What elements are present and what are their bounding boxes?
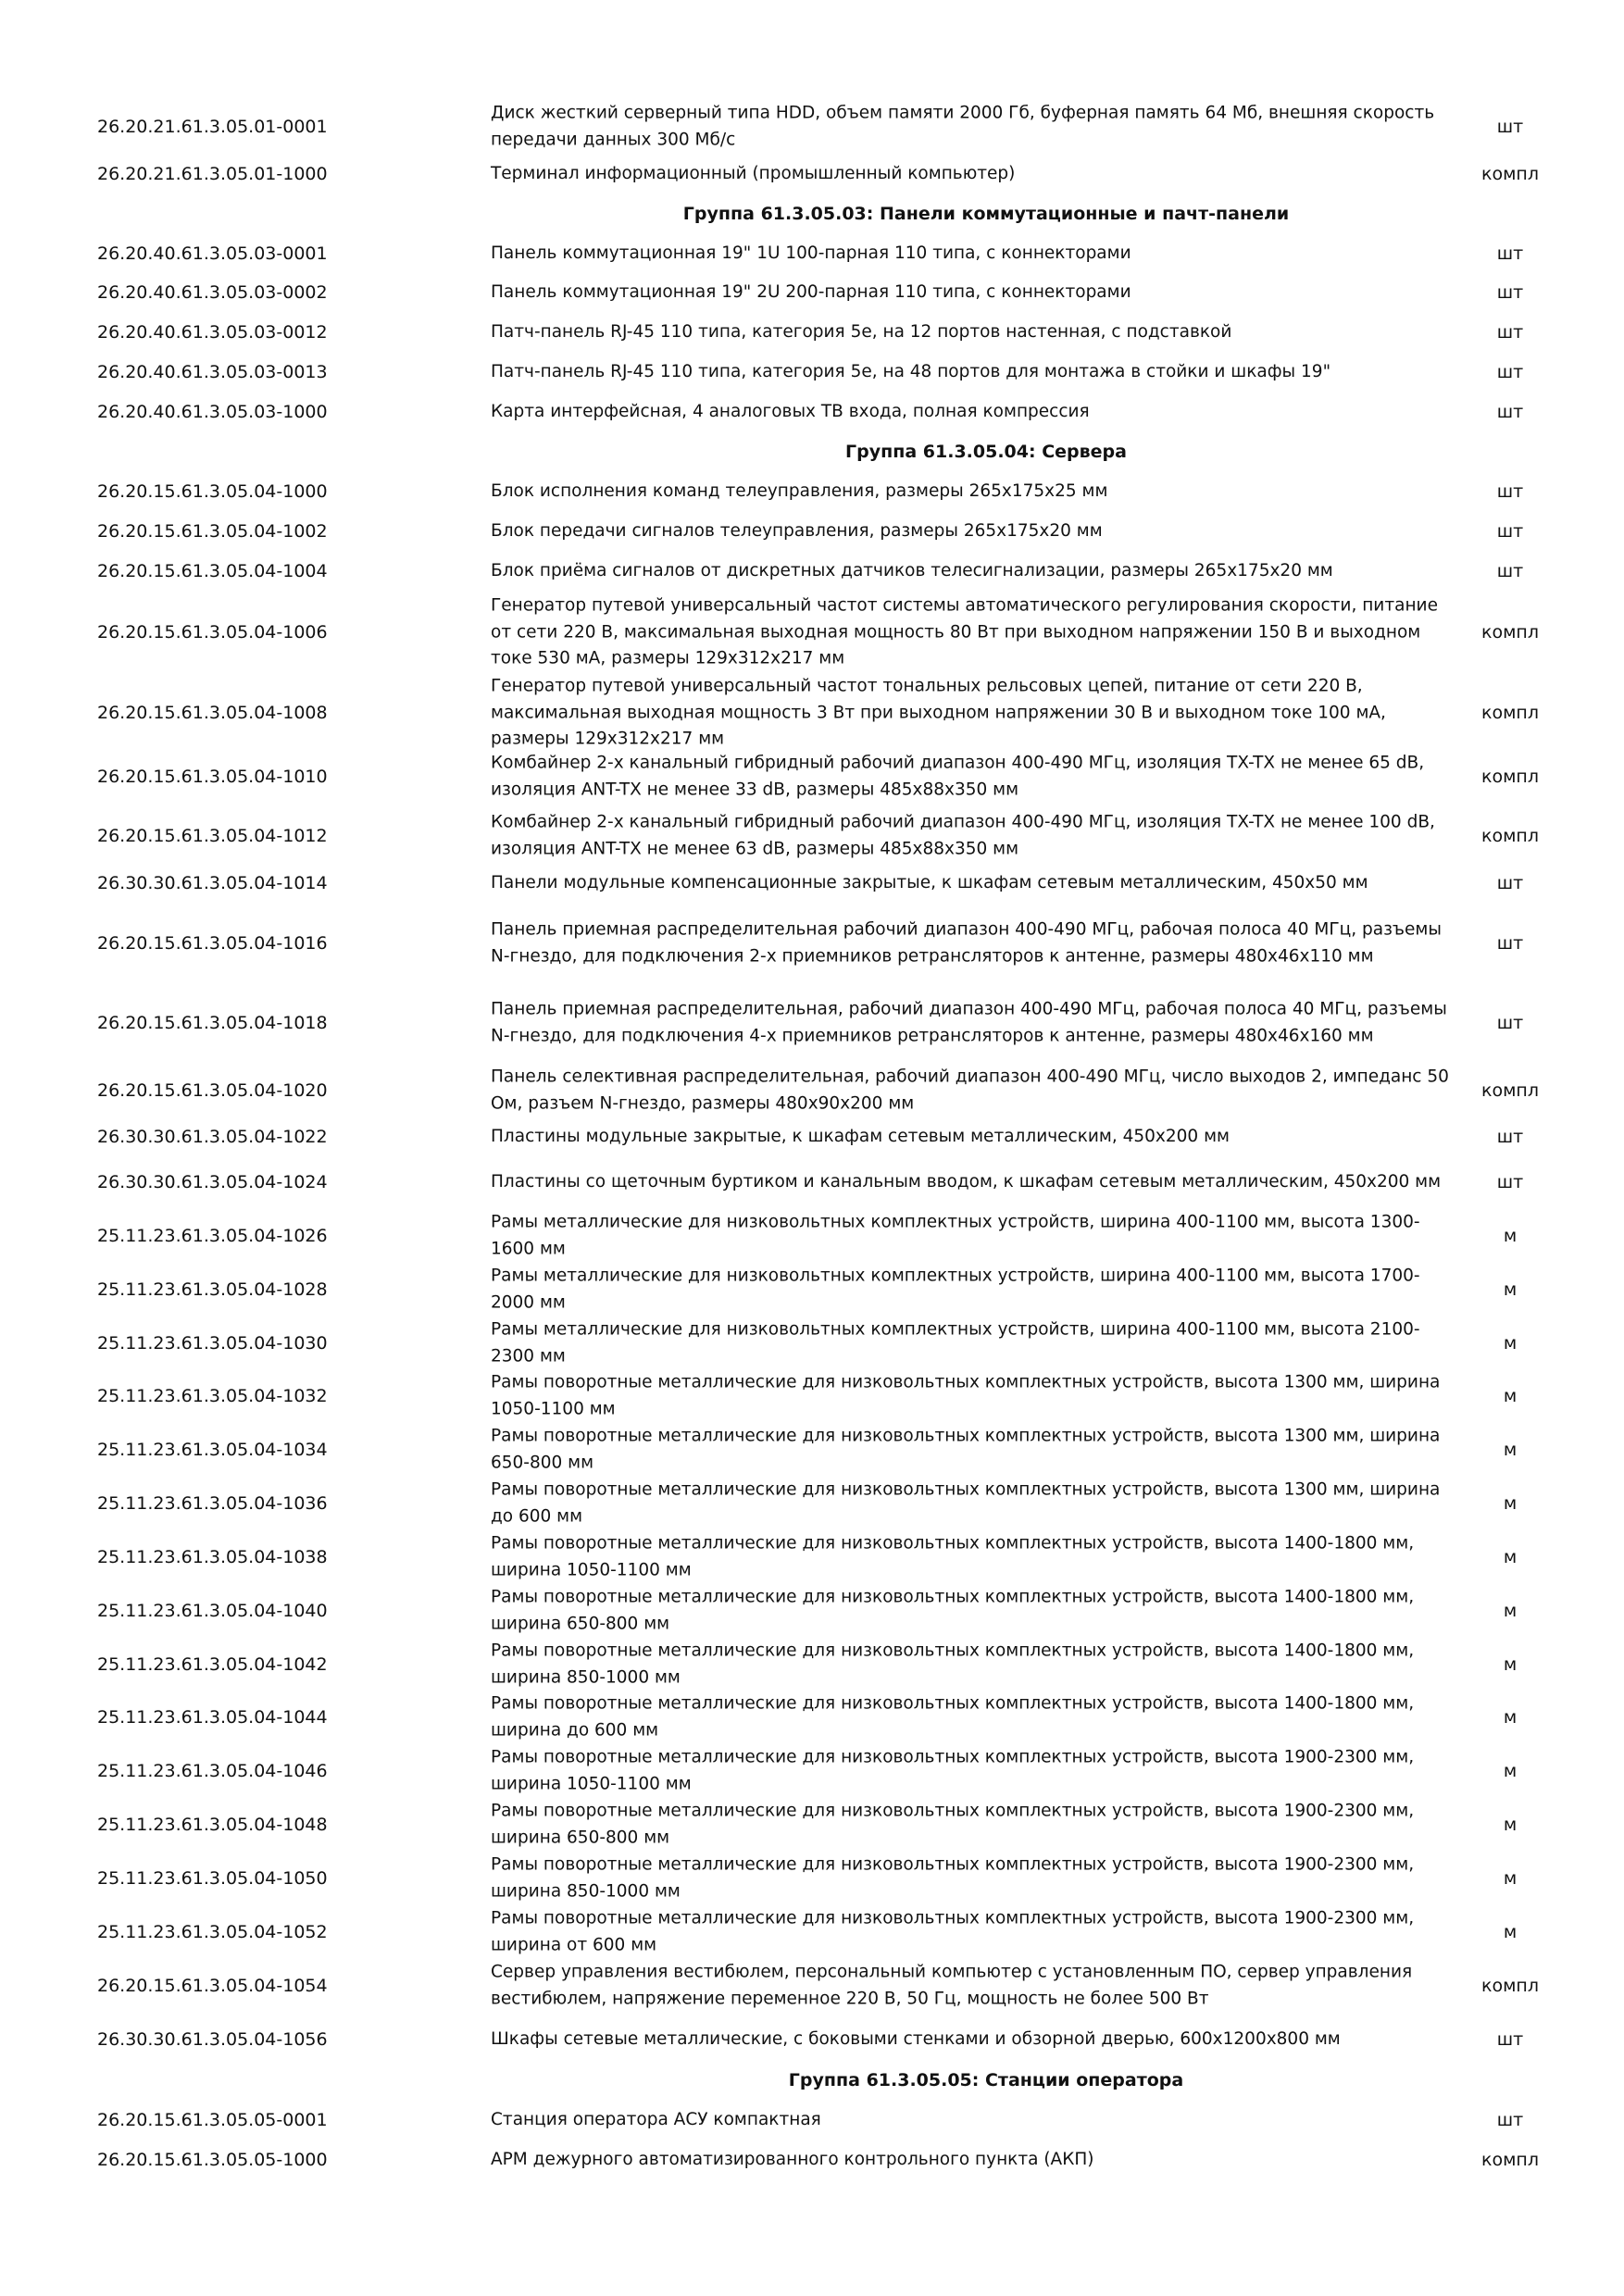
item-code: 26.20.21.61.3.05.01-1000 (97, 164, 328, 184)
item-unit: компл (1480, 1080, 1539, 1101)
item-name: Патч-панель RJ-45 110 типа, категория 5е, на 48 портов для монтажа в стойки и шкафы 19" (491, 361, 1331, 381)
item-code: 26.20.21.61.3.05.01-0001 (97, 117, 328, 137)
item-unit: шт (1496, 243, 1524, 264)
item-unit: м (1503, 1493, 1518, 1514)
item-unit: шт (1496, 481, 1524, 502)
item-name: Рамы поворотные металлические для низковольтных комплектных устройств, высота 1900-2300 мм, ширина 1050-1100 мм (491, 1747, 1415, 1793)
item-unit: шт (1496, 117, 1524, 137)
item-name: Панель приемная распределительная рабочий диапазон 400-490 МГц, рабочая полоса 40 МГц, разъемы N-гнездо, для подключения 2-х приемников ретрансляторов к антенне, размеры 480x46x110 мм (491, 919, 1442, 966)
item-name: Рамы поворотные металлические для низковольтных комплектных устройств, высота 1300 мм, ширина 650-800 мм (491, 1426, 1441, 1472)
item-name: Карта интерфейсная, 4 аналоговых ТВ входа, полная компрессия (491, 401, 1090, 421)
item-unit: м (1503, 1654, 1518, 1675)
item-name: Панель коммутационная 19" 2U 200-парная 110 типа, с коннекторами (491, 281, 1131, 302)
item-name: Рамы поворотные металлические для низковольтных комплектных устройств, высота 1400-1800 мм, ширина 1050-1100 мм (491, 1533, 1415, 1579)
item-code: 26.20.15.61.3.05.05-0001 (97, 2110, 328, 2130)
item-code: 25.11.23.61.3.05.04-1048 (97, 1815, 328, 1835)
item-name: Рамы поворотные металлические для низковольтных комплектных устройств, высота 1400-1800 мм, ширина 650-800 мм (491, 1587, 1415, 1633)
item-name: Панель селективная распределительная, рабочий диапазон 400-490 МГц, число выходов 2, импеданс 50 Ом, разъем N-гнездо, размеры 480x90x200 мм (491, 1067, 1449, 1113)
item-name: Шкафы сетевые металлические, с боковыми стенками и обзорной дверью, 600x1200x800 мм (491, 2028, 1341, 2049)
item-unit: шт (1496, 322, 1524, 343)
item-unit: шт (1496, 1172, 1524, 1192)
item-code: 26.20.15.61.3.05.04-1016 (97, 933, 328, 954)
item-code: 25.11.23.61.3.05.04-1034 (97, 1440, 328, 1460)
item-unit: шт (1496, 282, 1524, 303)
item-unit: компл (1480, 826, 1539, 846)
item-code: 26.20.15.61.3.05.04-1020 (97, 1080, 328, 1101)
item-name: Генератор путевой универсальный частот тональных рельсовых цепей, питание от сети 220 В, максимальная выходная мощность 3 Вт при выходном напряжении 30 В и выходном токе 100 мА, размеры 129x312x217 мм (491, 676, 1386, 749)
item-name: Патч-панель RJ-45 110 типа, категория 5е, на 12 портов настенная, с подставкой (491, 321, 1232, 342)
item-name: Блок исполнения команд телеуправления, размеры 265x175x25 мм (491, 480, 1108, 501)
item-code: 25.11.23.61.3.05.04-1030 (97, 1333, 328, 1354)
item-name: Рамы поворотные металлические для низковольтных комплектных устройств, высота 1300 мм, ширина до 600 мм (491, 1479, 1441, 1526)
item-name: Рамы поворотные металлические для низковольтных комплектных устройств, высота 1300 мм, ширина 1050-1100 мм (491, 1372, 1441, 1418)
item-code: 26.20.15.61.3.05.04-1006 (97, 622, 328, 643)
item-code: 25.11.23.61.3.05.04-1026 (97, 1226, 328, 1246)
item-unit: м (1503, 1547, 1518, 1567)
item-name: АРМ дежурного автоматизированного контрольного пункта (АКП) (491, 2149, 1094, 2169)
item-code: 25.11.23.61.3.05.04-1044 (97, 1707, 328, 1728)
item-code: 26.20.15.61.3.05.04-1004 (97, 561, 328, 581)
item-code: 25.11.23.61.3.05.04-1052 (97, 1922, 328, 1942)
item-code: 26.20.40.61.3.05.03-0012 (97, 322, 328, 343)
item-code: 26.20.40.61.3.05.03-0002 (97, 282, 328, 303)
group-title: Группа 61.3.05.03: Панели коммутационные и пачт-панели (682, 204, 1290, 224)
item-name: Рамы поворотные металлические для низковольтных комплектных устройств, высота 1400-1800 мм, ширина до 600 мм (491, 1693, 1415, 1740)
item-code: 26.20.40.61.3.05.03-0013 (97, 362, 328, 382)
item-unit: шт (1496, 1127, 1524, 1147)
item-unit: м (1503, 1922, 1518, 1942)
item-unit: шт (1496, 1013, 1524, 1033)
item-unit: компл (1480, 1976, 1539, 1996)
item-unit: компл (1480, 767, 1539, 787)
item-code: 25.11.23.61.3.05.04-1032 (97, 1386, 328, 1406)
item-name: Рамы поворотные металлические для низковольтных комплектных устройств, высота 1400-1800 мм, ширина 850-1000 мм (491, 1641, 1415, 1687)
item-name: Рамы поворотные металлические для низковольтных комплектных устройств, высота 1900-2300 мм, ширина от 600 мм (491, 1908, 1415, 1954)
group-title: Группа 61.3.05.05: Станции оператора (788, 2070, 1184, 2090)
item-unit: м (1503, 1601, 1518, 1621)
group-title: Группа 61.3.05.04: Сервера (845, 442, 1127, 462)
item-unit: м (1503, 1386, 1518, 1406)
item-code: 26.20.15.61.3.05.04-1010 (97, 767, 328, 787)
item-code: 26.30.30.61.3.05.04-1024 (97, 1172, 328, 1192)
item-name: Блок передачи сигналов телеуправления, размеры 265x175x20 мм (491, 520, 1103, 541)
item-unit: шт (1496, 933, 1524, 954)
item-unit: м (1503, 1333, 1518, 1354)
item-name: Терминал информационный (промышленный компьютер) (491, 163, 1016, 183)
item-unit: м (1503, 1815, 1518, 1835)
item-name: Пластины со щеточным буртиком и канальным вводом, к шкафам сетевым металлическим, 450x200 мм (491, 1171, 1442, 1192)
item-name: Сервер управления вестибюлем, персональный компьютер с установленным ПО, сервер управления вестибюлем, напряжение переменное 220 В, 50 Гц, мощность не более 500 Вт (491, 1962, 1413, 2008)
item-unit: шт (1496, 402, 1524, 422)
item-name: Комбайнер 2-х канальный гибридный рабочий диапазон 400-490 МГц, изоляция TX-TX не менее 65 dB, изоляция ANT-TX не менее 33 dB, размеры 485x88x350 мм (491, 753, 1425, 799)
item-name: Панель приемная распределительная, рабочий диапазон 400-490 МГц, рабочая полоса 40 МГц, разъемы N-гнездо, для подключения 4-х приемников ретрансляторов к антенне, размеры 480x46x160 мм (491, 999, 1447, 1045)
item-unit: м (1503, 1440, 1518, 1460)
item-code: 25.11.23.61.3.05.04-1038 (97, 1547, 328, 1567)
item-name: Панели модульные компенсационные закрытые, к шкафам сетевым металлическим, 450x50 мм (491, 872, 1368, 892)
item-code: 26.20.15.61.3.05.04-1008 (97, 703, 328, 723)
item-code: 26.30.30.61.3.05.04-1014 (97, 873, 328, 893)
item-code: 26.30.30.61.3.05.04-1022 (97, 1127, 328, 1147)
item-unit: м (1503, 1226, 1518, 1246)
item-code: 25.11.23.61.3.05.04-1036 (97, 1493, 328, 1514)
item-name: Панель коммутационная 19" 1U 100-парная 110 типа, с коннекторами (491, 243, 1131, 263)
item-name: Пластины модульные закрытые, к шкафам сетевым металлическим, 450x200 мм (491, 1126, 1230, 1146)
item-unit: компл (1480, 703, 1539, 723)
item-code: 26.20.15.61.3.05.04-1018 (97, 1013, 328, 1033)
item-code: 26.20.15.61.3.05.04-1054 (97, 1976, 328, 1996)
item-unit: шт (1496, 521, 1524, 542)
item-code: 25.11.23.61.3.05.04-1028 (97, 1279, 328, 1300)
item-code: 25.11.23.61.3.05.04-1046 (97, 1761, 328, 1781)
item-code: 25.11.23.61.3.05.04-1040 (97, 1601, 328, 1621)
item-name: Генератор путевой универсальный частот системы автоматического регулирования скорости, питание от сети 220 В, максимальная выходная мощность 80 Вт при выходном напряжении 150 В и выходном токе 530 мА, размеры 129x312x217 мм (491, 595, 1438, 668)
item-unit: компл (1480, 164, 1539, 184)
item-name: Рамы поворотные металлические для низковольтных комплектных устройств, высота 1900-2300 мм, ширина 850-1000 мм (491, 1854, 1415, 1901)
item-unit: шт (1496, 873, 1524, 893)
item-code: 26.20.40.61.3.05.03-1000 (97, 402, 328, 422)
item-code: 26.20.15.61.3.05.04-1000 (97, 481, 328, 502)
item-unit: шт (1496, 2029, 1524, 2050)
item-code: 26.20.15.61.3.05.05-1000 (97, 2150, 328, 2170)
item-unit: м (1503, 1279, 1518, 1300)
item-unit: м (1503, 1868, 1518, 1889)
item-name: Рамы металлические для низковольтных комплектных устройств, ширина 400-1100 мм, высота 1700-2000 мм (491, 1266, 1420, 1312)
item-code: 25.11.23.61.3.05.04-1042 (97, 1654, 328, 1675)
item-unit: м (1503, 1707, 1518, 1728)
item-name: Рамы поворотные металлические для низковольтных комплектных устройств, высота 1900-2300 мм, ширина 650-800 мм (491, 1801, 1415, 1847)
item-code: 25.11.23.61.3.05.04-1050 (97, 1868, 328, 1889)
item-name: Диск жесткий серверный типа HDD, объем памяти 2000 Гб, буферная память 64 Мб, внешняя скорость передачи данных 300 Мб/с (491, 103, 1435, 149)
item-unit: шт (1496, 561, 1524, 581)
item-unit: компл (1480, 2150, 1539, 2170)
item-name: Комбайнер 2-х канальный гибридный рабочий диапазон 400-490 МГц, изоляция TX-TX не менее 100 dB, изоляция ANT-TX не менее 63 dB, размеры 485x88x350 мм (491, 812, 1435, 858)
item-code: 26.30.30.61.3.05.04-1056 (97, 2029, 328, 2050)
item-unit: компл (1480, 622, 1539, 643)
item-unit: шт (1496, 362, 1524, 382)
item-code: 26.20.15.61.3.05.04-1012 (97, 826, 328, 846)
item-name: Станция оператора АСУ компактная (491, 2109, 821, 2129)
item-code: 26.20.15.61.3.05.04-1002 (97, 521, 328, 542)
item-unit: м (1503, 1761, 1518, 1781)
item-code: 26.20.40.61.3.05.03-0001 (97, 243, 328, 264)
item-name: Рамы металлические для низковольтных комплектных устройств, ширина 400-1100 мм, высота 2100-2300 мм (491, 1319, 1420, 1366)
item-name: Рамы металлические для низковольтных комплектных устройств, ширина 400-1100 мм, высота 1300-1600 мм (491, 1212, 1420, 1258)
item-unit: шт (1496, 2110, 1524, 2130)
item-name: Блок приёма сигналов от дискретных датчиков телесигнализации, размеры 265x175x20 мм (491, 560, 1333, 580)
